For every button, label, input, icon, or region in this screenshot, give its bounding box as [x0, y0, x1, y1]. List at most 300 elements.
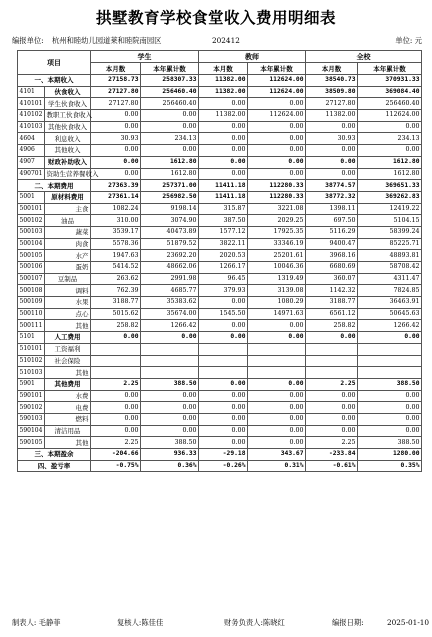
amount-cell: 11411.18	[199, 191, 248, 203]
account-name: 三、本期盈余	[18, 449, 91, 461]
table-row	[18, 273, 422, 285]
table-row	[18, 98, 422, 110]
amount-cell: 112624.00	[248, 86, 306, 98]
table-row	[18, 133, 422, 145]
amount-cell: 0.31%	[248, 460, 306, 472]
amount-cell: 0.00	[141, 402, 199, 414]
account-code: 4101	[18, 86, 45, 98]
amount-cell	[91, 355, 141, 367]
table-row	[18, 191, 422, 203]
amount-cell: 258.82	[91, 320, 141, 332]
account-name: 调料	[45, 285, 91, 297]
table-row	[18, 238, 422, 250]
amount-cell: 3221.08	[248, 203, 306, 215]
account-code: 490701	[18, 168, 45, 180]
header-month: 本月数	[199, 63, 248, 75]
amount-cell: 0.00	[199, 297, 248, 309]
amount-cell: 0.00	[248, 378, 306, 390]
amount-cell: 6680.69	[306, 262, 358, 274]
amount-cell: 33346.19	[248, 238, 306, 250]
amount-cell: 256460.40	[141, 98, 199, 110]
amount-cell: 38540.73	[306, 75, 358, 87]
amount-cell: 315.87	[199, 203, 248, 215]
account-name: 主食	[45, 203, 91, 215]
amount-cell: 2991.98	[141, 273, 199, 285]
table-row	[18, 425, 422, 437]
account-code: 5001	[18, 191, 45, 203]
amount-cell: 387.50	[199, 215, 248, 227]
amount-cell: 0.00	[199, 413, 248, 425]
table-row	[18, 343, 422, 355]
amount-cell: 0.00	[306, 413, 358, 425]
amount-cell: 12419.22	[358, 203, 422, 215]
amount-cell: 5414.52	[91, 262, 141, 274]
amount-cell: 10046.36	[248, 262, 306, 274]
amount-cell: 0.00	[306, 121, 358, 133]
amount-cell: 0.00	[199, 98, 248, 110]
amount-cell: 50645.63	[358, 308, 422, 320]
amount-cell: 1947.63	[91, 250, 141, 262]
amount-cell: 0.00	[248, 332, 306, 344]
table-row	[18, 215, 422, 227]
header-month: 本月数	[91, 63, 141, 75]
amount-cell: 0.00	[199, 390, 248, 402]
amount-cell: 263.62	[91, 273, 141, 285]
table-row	[18, 320, 422, 332]
amount-cell: 85225.71	[358, 238, 422, 250]
table-row	[18, 355, 422, 367]
amount-cell: 0.00	[306, 168, 358, 180]
table-row	[18, 75, 422, 87]
amount-cell: 1266.42	[358, 320, 422, 332]
amount-cell: 0.00	[248, 133, 306, 145]
amount-cell: 369262.83	[358, 191, 422, 203]
amount-cell: 2.25	[91, 378, 141, 390]
amount-cell: 1082.24	[91, 203, 141, 215]
amount-cell: 0.00	[141, 425, 199, 437]
account-name: 社会保险	[45, 355, 91, 367]
account-name: 其他伙食收入	[45, 121, 91, 133]
account-name: 资助生营养餐收入	[46, 169, 99, 178]
amount-cell: 5578.36	[91, 238, 141, 250]
report-meta	[12, 36, 422, 46]
amount-cell: -0.61%	[306, 460, 358, 472]
amount-cell	[199, 343, 248, 355]
amount-cell: 11382.00	[199, 75, 248, 87]
table-row	[18, 449, 422, 461]
amount-cell	[199, 367, 248, 379]
amount-cell: 256460.40	[141, 86, 199, 98]
account-code: 410103	[18, 121, 45, 133]
reviewer: 复核人:陈佳佳	[117, 618, 164, 627]
amount-cell: 11382.00	[306, 110, 358, 122]
amount-cell: 0.00	[358, 390, 422, 402]
amount-cell: 257371.00	[141, 180, 199, 192]
amount-cell	[141, 355, 199, 367]
statement-table	[17, 50, 422, 472]
amount-cell: 35674.00	[141, 308, 199, 320]
amount-cell: 3139.08	[248, 285, 306, 297]
amount-cell: 0.00	[91, 425, 141, 437]
table-row	[18, 180, 422, 192]
amount-cell: 0.00	[141, 121, 199, 133]
amount-cell	[248, 367, 306, 379]
account-code: 5101	[18, 332, 45, 344]
amount-cell: 0.00	[141, 390, 199, 402]
amount-cell: 0.00	[248, 390, 306, 402]
amount-cell: 36463.91	[358, 297, 422, 309]
account-name: 肉食	[45, 238, 91, 250]
amount-cell	[91, 367, 141, 379]
amount-cell: 27127.80	[91, 86, 141, 98]
table-row	[18, 460, 422, 472]
account-code: 510101	[18, 343, 45, 355]
table-row	[18, 285, 422, 297]
amount-cell: 0.35%	[358, 460, 422, 472]
amount-cell: 0.00	[248, 168, 306, 180]
amount-cell: 9198.14	[141, 203, 199, 215]
account-name: 其他	[45, 367, 91, 379]
account-code: 410102	[18, 110, 45, 122]
amount-cell: 0.00	[199, 332, 248, 344]
account-code: 500111	[18, 320, 45, 332]
table-row	[18, 250, 422, 262]
table-row	[18, 437, 422, 449]
amount-cell: 1266.17	[199, 262, 248, 274]
report-title: 拱墅教育学校食堂收入费用明细表	[95, 8, 336, 27]
amount-cell: 2.25	[306, 437, 358, 449]
amount-cell: 1142.32	[306, 285, 358, 297]
amount-cell	[91, 343, 141, 355]
amount-cell: 3188.77	[306, 297, 358, 309]
account-code: 500110	[18, 308, 45, 320]
amount-cell: 0.00	[306, 425, 358, 437]
amount-cell	[358, 343, 422, 355]
account-name: 清洁用品	[45, 425, 91, 437]
amount-cell: 0.00	[199, 378, 248, 390]
amount-cell: 6561.12	[306, 308, 358, 320]
amount-cell: 30.93	[306, 133, 358, 145]
account-name: 电费	[45, 402, 91, 414]
amount-cell: 5104.15	[358, 215, 422, 227]
account-name: 财政补助收入	[45, 156, 91, 168]
amount-cell: 388.50	[358, 437, 422, 449]
amount-cell: 112280.33	[248, 180, 306, 192]
amount-cell: 23692.20	[141, 250, 199, 262]
amount-cell: 5015.62	[91, 308, 141, 320]
amount-cell: 360.07	[306, 273, 358, 285]
amount-cell: 38772.32	[306, 191, 358, 203]
amount-cell: 4685.77	[141, 285, 199, 297]
header-group-student: 学生	[91, 51, 199, 63]
account-code: 500101	[18, 203, 45, 215]
account-name: 蛋奶	[45, 262, 91, 274]
amount-cell: 0.00	[199, 437, 248, 449]
amount-cell: 0.00	[248, 145, 306, 157]
amount-cell: 58708.42	[358, 262, 422, 274]
amount-cell: 1612.80	[358, 168, 422, 180]
account-code: 590102	[18, 402, 45, 414]
amount-cell: 0.00	[248, 437, 306, 449]
amount-cell: 1280.00	[358, 449, 422, 461]
table-row	[18, 262, 422, 274]
account-code: 590104	[18, 425, 45, 437]
table-row	[18, 308, 422, 320]
date-label: 编报日期:	[332, 618, 364, 627]
report-date: 2025-01-10	[387, 618, 430, 627]
amount-cell: 2029.25	[248, 215, 306, 227]
amount-cell: 40473.89	[141, 226, 199, 238]
amount-cell: 3074.90	[141, 215, 199, 227]
amount-cell: 11382.00	[199, 86, 248, 98]
amount-cell: 5116.29	[306, 226, 358, 238]
amount-cell: 0.00	[358, 402, 422, 414]
amount-cell: -204.66	[91, 449, 141, 461]
amount-cell: 7824.85	[358, 285, 422, 297]
amount-cell: 1080.29	[248, 297, 306, 309]
account-code: 500105	[18, 250, 45, 262]
amount-cell: 27361.14	[91, 191, 141, 203]
account-name: 点心	[45, 308, 91, 320]
amount-cell: 370931.33	[358, 75, 422, 87]
amount-cell: 0.00	[91, 168, 141, 180]
amount-cell: 0.00	[91, 413, 141, 425]
amount-cell: 1612.80	[141, 168, 199, 180]
table-row	[18, 402, 422, 414]
amount-cell: 25201.61	[248, 250, 306, 262]
amount-cell: 112624.00	[248, 110, 306, 122]
amount-cell: 0.00	[91, 110, 141, 122]
statement-rows	[18, 75, 422, 472]
amount-cell: 58399.24	[358, 226, 422, 238]
amount-cell: 0.00	[91, 121, 141, 133]
amount-cell	[358, 355, 422, 367]
account-code: 510103	[18, 367, 45, 379]
unit-label: 编报单位:	[12, 36, 44, 45]
amount-cell: 27127.80	[306, 98, 358, 110]
amount-cell: 9400.47	[306, 238, 358, 250]
amount-cell: 0.00	[199, 425, 248, 437]
amount-cell: 0.00	[91, 332, 141, 344]
amount-cell: 388.50	[141, 437, 199, 449]
account-code: 410101	[18, 98, 45, 110]
amount-cell	[306, 367, 358, 379]
amount-cell: 369084.40	[358, 86, 422, 98]
account-name: 一、本期收入	[18, 75, 91, 87]
amount-cell: 2.25	[91, 437, 141, 449]
account-code: 500103	[18, 226, 45, 238]
account-code: 4907	[18, 156, 45, 168]
account-name: 油品	[45, 215, 91, 227]
account-code: 500106	[18, 262, 45, 274]
account-name: 二、本期费用	[18, 180, 91, 192]
account-code: 500109	[18, 297, 45, 309]
report-period: 202412	[212, 36, 240, 45]
account-name: 水产	[45, 250, 91, 262]
amount-cell: 0.00	[199, 320, 248, 332]
header-ytd: 本年累计数	[141, 63, 199, 75]
amount-cell: 0.00	[248, 98, 306, 110]
account-name: 水费	[45, 390, 91, 402]
amount-cell: 112624.00	[248, 75, 306, 87]
amount-cell: 388.50	[358, 378, 422, 390]
amount-cell	[141, 343, 199, 355]
account-code: 500107	[18, 273, 45, 285]
account-code: 500108	[18, 285, 45, 297]
amount-cell: 258307.33	[141, 75, 199, 87]
amount-cell: 27158.73	[91, 75, 141, 87]
account-name: 水果	[45, 297, 91, 309]
amount-cell: 30.93	[91, 133, 141, 145]
amount-cell: 1545.50	[199, 308, 248, 320]
amount-cell: 0.36%	[141, 460, 199, 472]
amount-cell: 762.39	[91, 285, 141, 297]
account-code: 500104	[18, 238, 45, 250]
amount-cell: 3188.77	[91, 297, 141, 309]
amount-cell: 0.00	[306, 156, 358, 168]
amount-cell: 0.00	[199, 145, 248, 157]
account-name: 四、盈亏率	[18, 460, 91, 472]
amount-cell	[199, 355, 248, 367]
amount-cell: 0.00	[358, 145, 422, 157]
table-row	[18, 367, 422, 379]
amount-cell: 369651.33	[358, 180, 422, 192]
table-row	[18, 156, 422, 168]
amount-cell: 0.00	[248, 413, 306, 425]
header-group-teacher: 教师	[199, 51, 306, 63]
amount-cell: -0.75%	[91, 460, 141, 472]
account-name: 燃料	[45, 413, 91, 425]
amount-cell: 0.00	[199, 156, 248, 168]
amount-cell: 0.00	[358, 413, 422, 425]
amount-cell: 14971.63	[248, 308, 306, 320]
amount-cell	[358, 367, 422, 379]
amount-cell: 27363.39	[91, 180, 141, 192]
amount-cell: 0.00	[248, 320, 306, 332]
header-ytd: 本年累计数	[248, 63, 306, 75]
amount-cell	[306, 355, 358, 367]
amount-cell: 0.00	[91, 156, 141, 168]
table-row	[18, 86, 422, 98]
amount-cell: 48662.06	[141, 262, 199, 274]
amount-cell	[248, 343, 306, 355]
account-name: 其他费用	[45, 378, 91, 390]
currency-unit: 单位: 元	[395, 36, 422, 45]
amount-cell: 0.00	[248, 156, 306, 168]
header-group-school: 全校	[306, 51, 422, 63]
account-name: 教职工伙食收入	[46, 111, 92, 120]
amount-cell: 0.00	[199, 133, 248, 145]
amount-cell: 3539.17	[91, 226, 141, 238]
amount-cell: 388.50	[141, 378, 199, 390]
amount-cell: 2020.53	[199, 250, 248, 262]
amount-cell: 343.67	[248, 449, 306, 461]
amount-cell: 1612.80	[141, 156, 199, 168]
table-row	[18, 390, 422, 402]
account-code: 4906	[18, 145, 45, 157]
amount-cell: 0.00	[91, 402, 141, 414]
maker: 制表人: 毛静菲	[12, 618, 61, 627]
amount-cell: -29.18	[199, 449, 248, 461]
amount-cell: 0.00	[358, 425, 422, 437]
finance-head: 财务负责人:陈晓红	[224, 618, 285, 627]
table-row	[18, 226, 422, 238]
account-name: 利息收入	[45, 133, 91, 145]
account-code: 590105	[18, 437, 45, 449]
account-name: 人工费用	[45, 332, 91, 344]
table-row	[18, 168, 422, 180]
amount-cell	[306, 343, 358, 355]
amount-cell: 4311.47	[358, 273, 422, 285]
amount-cell: 1398.11	[306, 203, 358, 215]
amount-cell: 0.00	[199, 168, 248, 180]
amount-cell: 379.93	[199, 285, 248, 297]
amount-cell: 0.00	[306, 332, 358, 344]
amount-cell: 2.25	[306, 378, 358, 390]
table-row	[18, 378, 422, 390]
amount-cell: 234.13	[141, 133, 199, 145]
amount-cell: 1612.80	[358, 156, 422, 168]
amount-cell: -233.84	[306, 449, 358, 461]
amount-cell: 112624.00	[358, 110, 422, 122]
table-row	[18, 110, 422, 122]
amount-cell: 1266.42	[141, 320, 199, 332]
amount-cell: 0.00	[306, 145, 358, 157]
account-name: 其他	[45, 437, 91, 449]
amount-cell: 38774.57	[306, 180, 358, 192]
amount-cell: 0.00	[91, 390, 141, 402]
account-name: 蔬菜	[45, 226, 91, 238]
account-name: 原材料费用	[45, 191, 91, 203]
amount-cell: 35383.62	[141, 297, 199, 309]
amount-cell: 258.82	[306, 320, 358, 332]
amount-cell: 38509.80	[306, 86, 358, 98]
account-name: 伙食收入	[45, 86, 91, 98]
table-row	[18, 203, 422, 215]
account-code: 500102	[18, 215, 45, 227]
amount-cell: 11382.00	[199, 110, 248, 122]
amount-cell: 0.00	[141, 110, 199, 122]
amount-cell: 1319.49	[248, 273, 306, 285]
amount-cell: 0.00	[306, 402, 358, 414]
table-row	[18, 413, 422, 425]
header-item: 项目	[18, 51, 91, 75]
amount-cell: 96.45	[199, 273, 248, 285]
amount-cell: 0.00	[248, 402, 306, 414]
amount-cell: 11411.18	[199, 180, 248, 192]
account-code: 590103	[18, 413, 45, 425]
amount-cell: 17925.35	[248, 226, 306, 238]
amount-cell: 51879.52	[141, 238, 199, 250]
account-name: 其他	[45, 320, 91, 332]
account-name: 学生伙食收入	[45, 98, 91, 110]
amount-cell: 0.00	[141, 413, 199, 425]
amount-cell	[141, 367, 199, 379]
amount-cell: 3968.16	[306, 250, 358, 262]
amount-cell: 0.00	[306, 390, 358, 402]
table-row	[18, 121, 422, 133]
amount-cell: 3822.11	[199, 238, 248, 250]
account-code: 590101	[18, 390, 45, 402]
account-name: 豆制品	[45, 273, 91, 285]
amount-cell: 0.00	[248, 425, 306, 437]
amount-cell: 697.50	[306, 215, 358, 227]
amount-cell	[248, 355, 306, 367]
table-row	[18, 332, 422, 344]
amount-cell: 0.00	[248, 121, 306, 133]
amount-cell: 310.00	[91, 215, 141, 227]
header-ytd: 本年累计数	[358, 63, 422, 75]
